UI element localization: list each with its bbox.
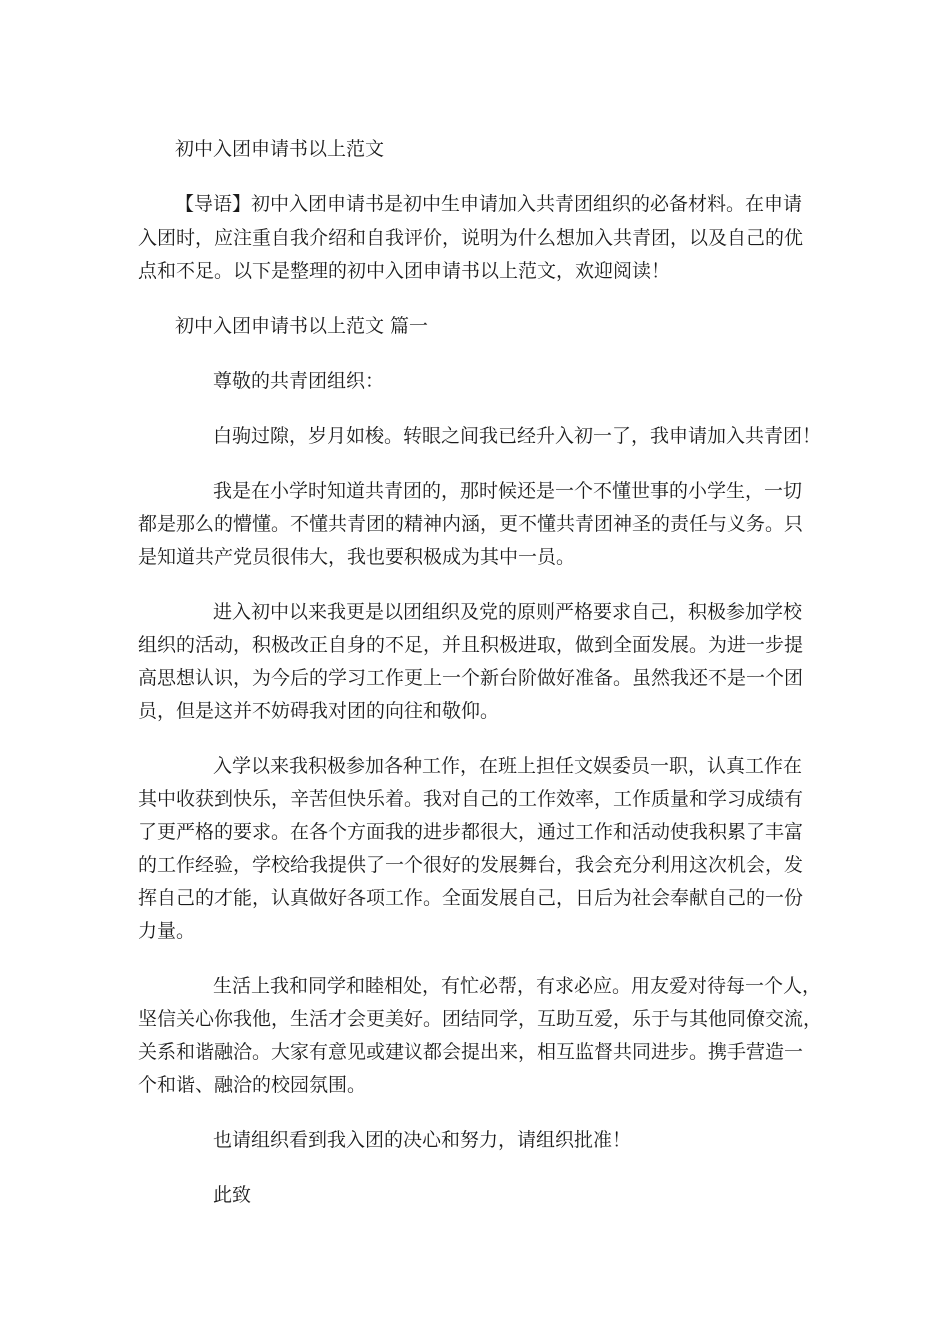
section-title: 初中入团申请书以上范文 篇一 bbox=[175, 315, 429, 337]
intro-line-1: 【导语】初中入团申请书是初中生申请加入共青团组织的必备材料。在申请 bbox=[175, 193, 803, 215]
intro-line-2: 入团时，应注重自我介绍和自我评价，说明为什么想加入共青团，以及自己的优 bbox=[138, 227, 804, 249]
paragraph-3-line-1: 进入初中以来我更是以团组织及党的原则严格要求自己，积极参加学校 bbox=[213, 601, 803, 623]
document-title: 初中入团申请书以上范文 bbox=[175, 138, 385, 160]
paragraph-6-line-1: 也请组织看到我入团的决心和努力，请组织批准！ bbox=[213, 1129, 632, 1151]
paragraph-3-line-3: 高思想认识，为今后的学习工作更上一个新台阶做好准备。虽然我还不是一个团 bbox=[138, 667, 804, 689]
paragraph-4-line-4: 的工作经验，学校给我提供了一个很好的发展舞台，我会充分利用这次机会，发 bbox=[138, 854, 804, 876]
paragraph-4-line-5: 挥自己的才能，认真做好各项工作。全面发展自己，日后为社会奉献自己的一份 bbox=[138, 887, 804, 909]
salutation: 尊敬的共青团组织： bbox=[213, 370, 385, 392]
intro-line-3: 点和不足。以下是整理的初中入团申请书以上范文，欢迎阅读！ bbox=[138, 260, 671, 282]
paragraph-5-line-3: 关系和谐融洽。大家有意见或建议都会提出来，相互监督共同进步。携手营造一 bbox=[138, 1041, 804, 1063]
paragraph-2-line-3: 是知道共产党员很伟大，我也要积极成为其中一员。 bbox=[138, 546, 576, 568]
paragraph-5-line-4: 个和谐、融洽的校园氛围。 bbox=[138, 1074, 367, 1096]
paragraph-4-line-1: 入学以来我积极参加各种工作，在班上担任文娱委员一职，认真工作在 bbox=[213, 755, 803, 777]
paragraph-5-line-1: 生活上我和同学和睦相处，有忙必帮，有求必应。用友爱对待每一个人， bbox=[213, 975, 822, 997]
closing: 此致 bbox=[213, 1184, 252, 1206]
paragraph-4-line-3: 了更严格的要求。在各个方面我的进步都很大，通过工作和活动使我积累了丰富 bbox=[138, 821, 804, 843]
paragraph-3-line-4: 员，但是这并不妨碍我对团的向往和敬仰。 bbox=[138, 700, 500, 722]
paragraph-1-line-1: 白驹过隙，岁月如梭。转眼之间我已经升入初一了，我申请加入共青团！ bbox=[213, 425, 822, 447]
paragraph-3-line-2: 组织的活动，积极改正自身的不足，并且积极进取，做到全面发展。为进一步提 bbox=[138, 634, 804, 656]
paragraph-5-line-2: 坚信关心你我他，生活才会更美好。团结同学，互助互爱，乐于与其他同僚交流， bbox=[138, 1008, 823, 1030]
paragraph-2-line-1: 我是在小学时知道共青团的，那时候还是一个不懂世事的小学生，一切 bbox=[213, 480, 803, 502]
paragraph-4-line-6: 力量。 bbox=[138, 920, 196, 942]
paragraph-4-line-2: 其中收获到快乐，辛苦但快乐着。我对自己的工作效率，工作质量和学习成绩有 bbox=[138, 788, 804, 810]
paragraph-2-line-2: 都是那么的懵懂。不懂共青团的精神内涵，更不懂共青团神圣的责任与义务。只 bbox=[138, 513, 804, 535]
